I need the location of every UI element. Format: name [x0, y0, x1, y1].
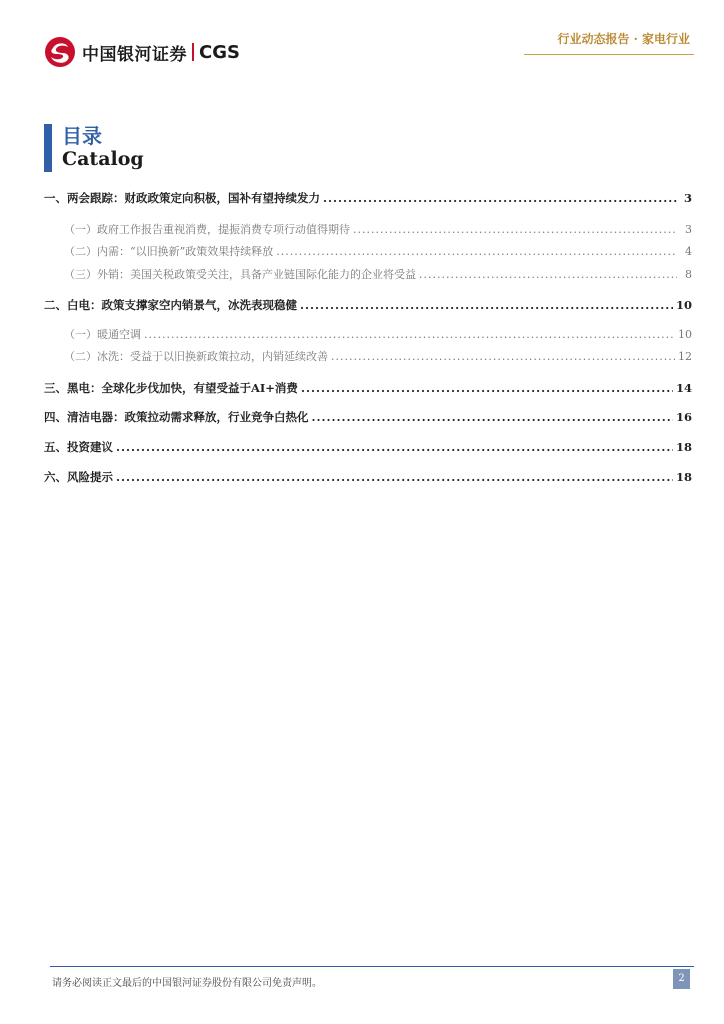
toc-number: 四、: [44, 410, 67, 424]
toc-page-number: 4: [685, 245, 692, 258]
toc-entry[interactable]: [44, 380, 692, 396]
toc-page-number: 16: [675, 410, 692, 424]
toc-page-number: 8: [685, 268, 692, 281]
toc-title: 冰洗：受益于以旧换新政策拉动，内销延续改善: [97, 350, 328, 363]
toc-entry[interactable]: [44, 244, 692, 260]
toc-entry[interactable]: [44, 469, 692, 485]
toc-entry[interactable]: [44, 222, 692, 238]
toc-number: （一）: [64, 328, 97, 341]
toc-number: （二）: [64, 245, 97, 258]
toc-number: 六、: [44, 470, 67, 484]
page-number: 2: [673, 969, 690, 989]
toc-entry[interactable]: [44, 190, 692, 206]
toc-leader: [116, 469, 673, 485]
toc-number: 三、: [44, 381, 67, 395]
toc-title: 暖通空调: [97, 328, 141, 341]
toc-title: 投资建议: [67, 440, 113, 454]
toc-leader: [353, 222, 677, 238]
title-chinese: 目录: [62, 124, 102, 148]
toc-page-number: 14: [675, 381, 692, 395]
toc-number: （一）: [64, 223, 97, 236]
toc-title: 风险提示: [67, 470, 113, 484]
title-english: Catalog: [62, 148, 144, 170]
toc-page-number: 18: [675, 440, 692, 454]
toc-number: 一、: [44, 191, 67, 205]
toc-page-number: 3: [685, 223, 692, 236]
toc-number: 二、: [44, 298, 67, 312]
toc-page-number: 18: [675, 470, 692, 484]
toc-leader: [331, 349, 675, 365]
toc-entry[interactable]: [44, 297, 692, 313]
toc-page-number: 10: [675, 298, 692, 312]
company-logo: [44, 36, 240, 68]
toc-page-number: 10: [678, 328, 692, 341]
toc-page-number: 12: [678, 350, 692, 363]
toc-title: 黑电：全球化步伐加快，有望受益于AI+消费: [67, 381, 298, 395]
toc-leader: [312, 409, 673, 425]
toc-leader: [301, 380, 673, 396]
toc-entry[interactable]: [44, 349, 692, 365]
toc-title: 清洁电器：政策拉动需求释放，行业竞争白热化: [67, 410, 309, 424]
report-type: 行业动态报告 · 家电行业: [557, 32, 690, 46]
toc-title: 外销：美国关税政策受关注，具备产业链国际化能力的企业将受益: [97, 268, 416, 281]
toc-number: （三）: [64, 268, 97, 281]
toc-number: （二）: [64, 350, 97, 363]
footer-disclaimer: 请务必阅读正文最后的中国银河证券股份有限公司免责声明。: [52, 978, 322, 989]
toc-leader: [323, 190, 677, 206]
toc-entry[interactable]: [44, 409, 692, 425]
toc-entry[interactable]: [44, 439, 692, 455]
footer-divider: [50, 966, 694, 967]
logo-divider: [192, 43, 194, 61]
cgs-logo-icon: [44, 36, 76, 68]
page-header: [0, 0, 724, 80]
toc-leader: [300, 297, 673, 313]
toc-title: 两会跟踪：财政政策定向积极，国补有望持续发力: [67, 191, 320, 205]
title-accent-bar: [44, 124, 52, 172]
toc-leader: [144, 327, 675, 343]
toc-leader: [419, 267, 677, 283]
toc-entry[interactable]: [44, 267, 692, 283]
logo-text: 中国银河证券: [82, 44, 187, 65]
toc-page-number: 3: [683, 191, 692, 205]
toc-entry[interactable]: [44, 327, 692, 343]
toc-leader: [276, 244, 677, 260]
toc-leader: [116, 439, 673, 455]
toc-title: 内需：“以旧换新”政策效果持续释放: [97, 245, 274, 258]
logo-cgs: CGS: [199, 41, 240, 63]
toc-title: 白电：政策支撑家空内销景气，冰洗表现稳健: [67, 298, 297, 312]
toc-title: 政府工作报告重视消费，提振消费专项行动值得期待: [97, 223, 350, 236]
header-divider: [524, 54, 694, 55]
toc-number: 五、: [44, 440, 67, 454]
